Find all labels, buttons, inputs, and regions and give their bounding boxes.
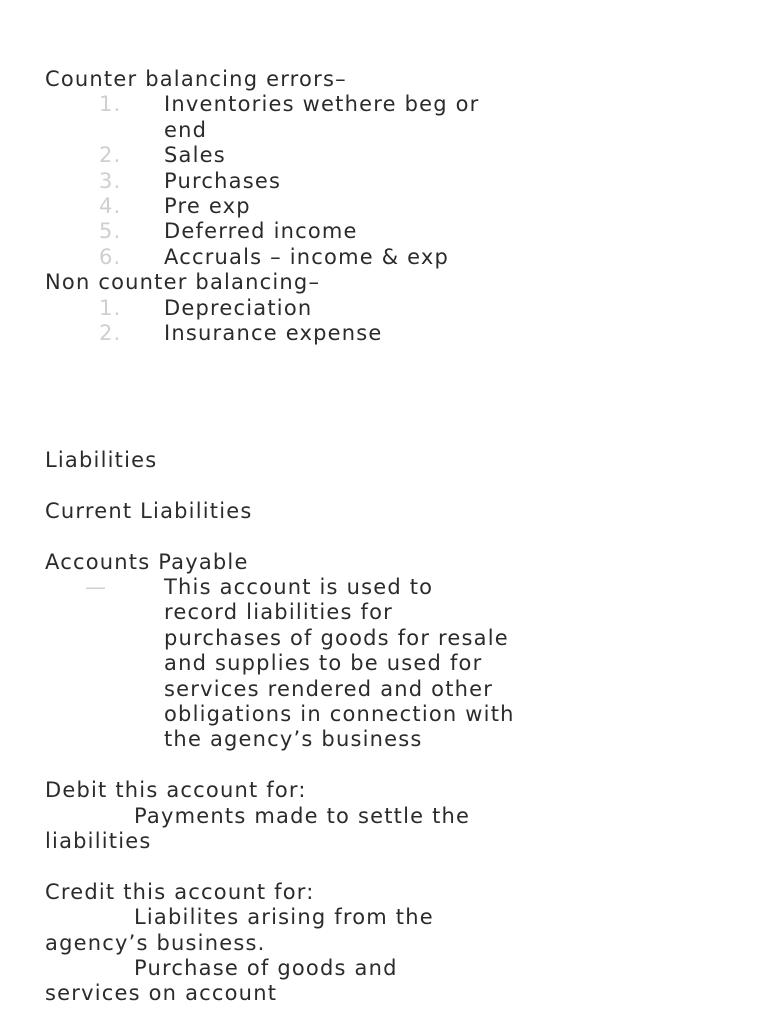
list-item bbox=[45, 296, 745, 321]
description-line: the agency’s business bbox=[164, 727, 423, 752]
list-number: 3. bbox=[99, 168, 122, 193]
accounts-payable-title: Accounts Payable bbox=[45, 549, 249, 574]
blank-line bbox=[45, 473, 745, 498]
description-line: and supplies to be used for bbox=[164, 651, 483, 676]
dash-bullet: — bbox=[85, 574, 108, 599]
list-item-text: Purchases bbox=[164, 168, 282, 193]
credit-text: Liabilites arising from the bbox=[134, 905, 434, 930]
credit-text-cont: agency’s business. bbox=[45, 930, 266, 955]
non-counter-heading: Non counter balancing– bbox=[45, 270, 321, 295]
blank-line bbox=[45, 524, 745, 549]
debit-heading: Debit this account for: bbox=[45, 778, 307, 803]
list-number: 4. bbox=[99, 194, 122, 219]
list-item-text: Pre exp bbox=[164, 194, 251, 219]
description-line: services rendered and other bbox=[164, 676, 494, 701]
list-item bbox=[45, 169, 745, 194]
description-line: record liabilities for bbox=[164, 600, 394, 625]
description-item bbox=[45, 575, 745, 753]
description-line: purchases of goods for resale bbox=[164, 625, 509, 650]
note-body bbox=[45, 0, 745, 1007]
list-number: 2. bbox=[99, 143, 122, 168]
credit-text: Purchase of goods and bbox=[134, 955, 398, 980]
description-line: obligations in connection with bbox=[164, 702, 515, 727]
list-item bbox=[45, 245, 745, 270]
blank-line bbox=[45, 854, 745, 879]
debit-text-cont: liabilities bbox=[45, 829, 152, 853]
list-item-text: Depreciation bbox=[164, 295, 313, 320]
list-number: 2. bbox=[99, 321, 122, 346]
liabilities-title: Liabilities bbox=[45, 448, 158, 473]
list-item bbox=[45, 143, 745, 168]
list-number: 1. bbox=[99, 295, 122, 320]
list-item-text: Deferred income bbox=[164, 219, 358, 244]
list-number: 6. bbox=[99, 244, 122, 269]
current-liabilities-title: Current Liabilities bbox=[45, 498, 253, 523]
list-item bbox=[45, 194, 745, 219]
credit-heading: Credit this account for: bbox=[45, 879, 315, 904]
blank-gap bbox=[45, 346, 745, 448]
list-item-text-cont: end bbox=[164, 117, 208, 142]
counter-heading: Counter balancing errors– bbox=[45, 67, 347, 91]
list-item bbox=[45, 219, 745, 244]
credit-text-cont: services on account bbox=[45, 981, 278, 1006]
list-number: 5. bbox=[99, 219, 122, 244]
list-number: 1. bbox=[99, 92, 122, 117]
debit-text: Payments made to settle the bbox=[134, 803, 471, 828]
list-item-text: Insurance expense bbox=[164, 321, 383, 346]
list-item-text: Accruals – income & exp bbox=[164, 244, 450, 269]
list-item-text: Sales bbox=[164, 143, 226, 168]
blank-line bbox=[45, 753, 745, 778]
description-line: This account is used to bbox=[164, 574, 434, 599]
list-item bbox=[45, 92, 745, 143]
list-item-text: Inventories wethere beg or bbox=[164, 92, 480, 117]
top-spacer bbox=[45, 0, 745, 67]
list-item bbox=[45, 321, 745, 346]
